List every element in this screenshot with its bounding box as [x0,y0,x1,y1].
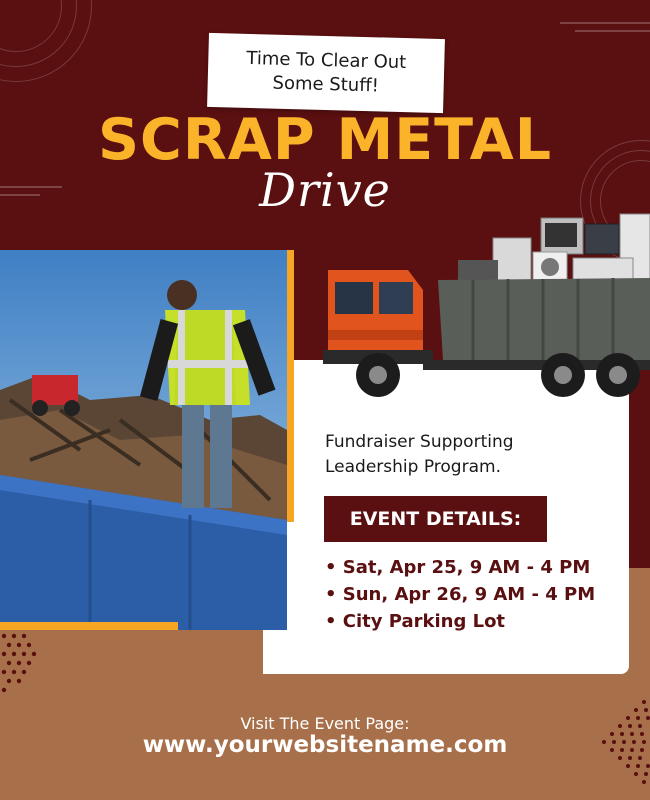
dump-truck-image [323,210,650,402]
tagline-line-1: Time To Clear Out [246,47,407,74]
worker-photo-illustration [0,250,287,630]
description-line-1: Fundraiser Supporting [325,432,514,452]
detail-item-sunday: • Sun, Apr 26, 9 AM - 4 PM [325,584,596,605]
event-details-heading: EVENT DETAILS: [324,496,547,542]
event-details-list [325,554,625,635]
dump-truck-illustration [323,210,650,402]
event-subtitle: Drive [259,163,391,217]
tagline-sticker [207,33,445,113]
worker-photo [0,250,287,630]
detail-item-location: • City Parking Lot [325,611,506,632]
dot-pattern-left [0,628,44,698]
event-title: SCRAP METAL [97,107,553,173]
event-description [325,430,615,480]
footer-label: Visit The Event Page: [240,714,410,733]
photo-accent-bar-right [287,250,294,522]
detail-item-saturday: • Sat, Apr 25, 9 AM - 4 PM [325,557,591,578]
description-line-2: Leadership Program. [325,457,501,477]
tagline-line-2: Some Stuff! [272,72,380,97]
website-link[interactable]: www.yourwebsitename.com [142,732,508,758]
